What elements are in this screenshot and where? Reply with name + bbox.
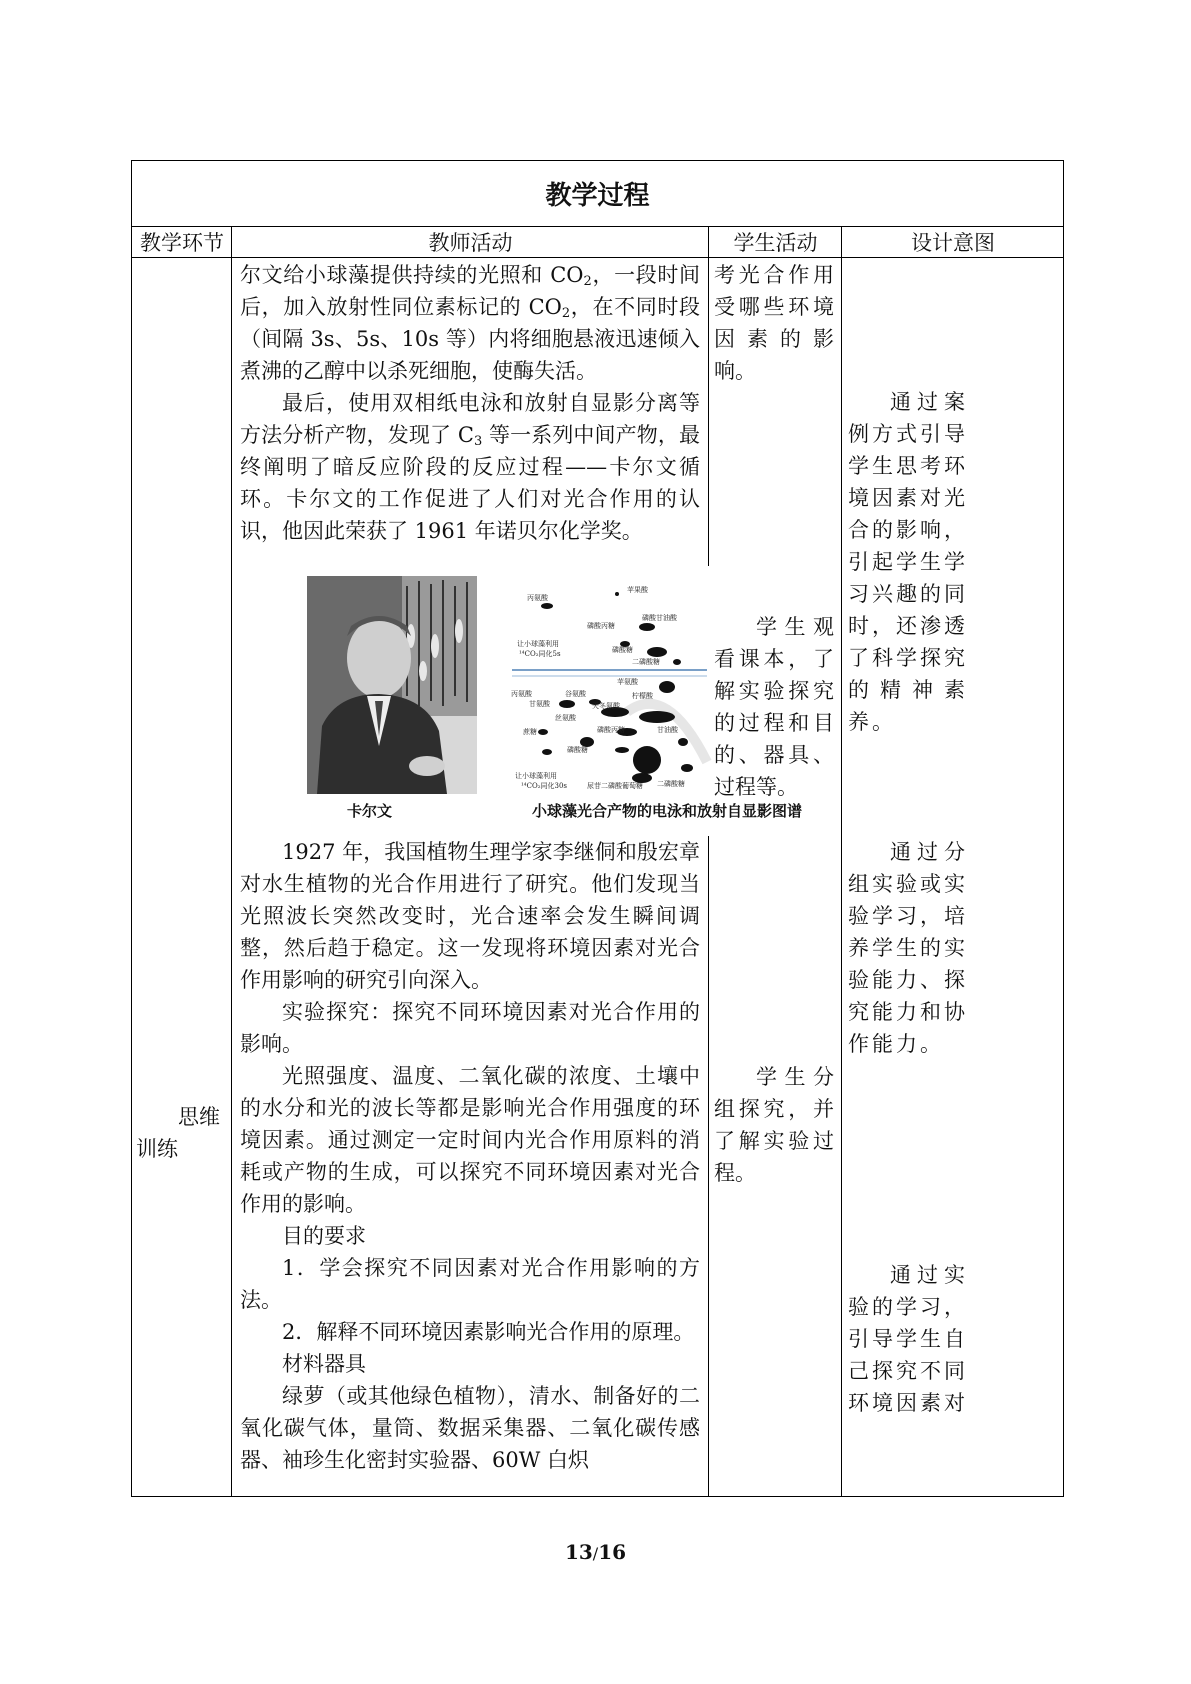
teacher-text: ，在不同时段（间隔 3s、5s、10s 等）内将细胞悬液迅速倾入煮沸的乙醇中以杀死细胞，使酶失活。 [240,295,700,383]
design-intent-1: 通过案例方式引导学生思考环境因素对光合的影响，引起学生学习兴趣的同时，还渗透了科学探究的精神素养。 [848,390,968,734]
figure-caption-spectrum: 小球藻光合产物的电泳和放射自显影图谱 [532,802,803,820]
column-divider [708,226,709,566]
calvin-figure [307,576,803,826]
spectrum-label: 丝氨酸 [555,714,576,722]
spectrum-label: 蔗糖 [523,728,537,736]
spectrum-label: ¹⁴CO₂同化30s [521,782,568,790]
teaching-process-table [131,160,1064,1497]
spectrum-label: 丙氨酸 [527,594,548,602]
spectrum-label: 二磷酸糖 [632,658,660,666]
teacher-paragraph: 绿萝（或其他绿色植物），清水、制备好的二氧化碳气体，量筒、数据采集器、二氧化碳传感器、袖珍生化密封实验器、60W 白炽 [240,1384,700,1472]
table-title: 教学过程 [132,161,1063,227]
header-teacher-activity: 教师活动 [428,230,513,255]
page-number [0,1540,1191,1564]
spectrum-label: 苹氨酸 [617,678,638,686]
header-teaching-stage: 教学环节 [140,230,224,255]
header-design-intent: 设计意图 [911,230,995,255]
teacher-activity-upper [240,259,700,547]
spectrum-label: 让小球藻利用 [515,772,557,780]
spectrum-label: 谷氨酸 [565,690,586,698]
page-current: 13 [564,1540,593,1564]
design-intent-3: 通过实验的学习，引导学生自己探究不同环境因素对 [848,1263,968,1415]
calvin-portrait-image [307,576,477,794]
column-divider [841,226,842,1497]
spectrum-label: 让小球藻利用 [517,640,559,648]
teacher-paragraph: 尔文给小球藻提供持续的光照和 $CO_2$，一段时间后，加入放射性同位素标记的 $CO_2$，在不同时段（间隔 3s、5s、10s 等）内将细胞悬液迅速倾入煮沸的乙醇中以杀死细胞，使酶失活。 [240,263,700,383]
spectrum-label: 磷酸糖 [612,646,633,654]
teacher-text: 最后，使用双相纸电泳和放射自显影分离等方法分析产物，发现了 C [240,391,700,447]
design-intent-2: 通过分组实验或实验学习，培养学生的实验能力、探究能力和协作能力。 [848,840,968,1056]
student-activity-1: 考光合作用受哪些环境因素的影响。 [714,263,834,383]
spectrum-label: 磷酸丙糖 [597,726,625,734]
page-separator: / [592,1544,599,1563]
teacher-paragraph: 1．学会探究不同因素对光合作用影响的方法。 [240,1256,700,1312]
student-activity-2: 学生观看课本，了解实验探究的过程和目的、器具、过程等。 [714,615,834,799]
spectrum-label: 甘氨酸 [529,700,550,708]
teacher-paragraph: 最后，使用双相纸电泳和放射自显影分离等方法分析产物，发现了 $C_3$ 等一系列中间产物，最终阐明了暗反应阶段的反应过程——卡尔文循环。卡尔文的工作促进了人们对光合作用的认识，他因此荣获了 1961 年诺贝尔化学奖。 [240,391,700,543]
teacher-text: 尔文给小球藻提供持续的光照和 CO [240,263,584,287]
table-header-row [132,226,1063,258]
teacher-paragraph: 2．解释不同环境因素影响光合作用的原理。 [282,1320,695,1344]
teacher-paragraph: 实验探究：探究不同环境因素对光合作用的影响。 [240,1000,700,1056]
spectrum-label: 柠檬酸 [632,692,653,700]
header-student-activity: 学生活动 [733,230,818,255]
figure-caption-calvin: 卡尔文 [347,802,393,820]
section-label [136,1101,228,1165]
section-label-line: 思维 [178,1105,220,1129]
teacher-paragraph: 光照强度、温度、二氧化碳的浓度、土壤中的水分和光的波长等都是影响光合作用强度的环境因素。通过测定一定时间内光合作用原料的消耗或产物的生成，可以探究不同环境因素对光合作用的影响。 [240,1064,700,1216]
teacher-paragraph: 材料器具 [282,1352,366,1376]
spectrum-label: 甘油酸 [657,726,678,734]
student-activity-3: 学生分组探究，并了解实验过程。 [714,1065,834,1185]
teacher-text: 等一系列中间产物，最终阐明了暗反应阶段的反应过程——卡尔文循环。卡尔文的工作促进了人们对光合作用的认识，他因此荣获了 1961 年诺贝尔化学奖。 [240,423,700,543]
teacher-paragraph: 1927 年，我国植物生理学家李继侗和殷宏章对水生植物的光合作用进行了研究。他们发现当光照波长突然改变时，光合速率会发生瞬间调整，然后趋于稳定。这一发现将环境因素对光合作用影响的研究引向深入。 [240,840,700,992]
teacher-text: ，一段时间后，加入放射性同位素标记的 CO [240,263,700,319]
spectrum-label: 天冬氨酸 [592,702,620,710]
spectrum-label: 苹果酸 [627,586,648,594]
column-divider [708,836,709,1497]
page-total: 16 [598,1540,627,1564]
section-label-line: 训练 [136,1137,178,1161]
spectrum-label: ¹⁴CO₂同化5s [519,650,561,658]
spectrum-label: 二磷酸糖 [657,780,685,788]
spectrum-label: 尿苷二磷酸葡萄糖 [587,782,643,790]
column-divider [231,226,232,1497]
spectrum-label: 磷酸丙糖 [587,622,615,630]
teacher-activity-lower [240,836,700,1476]
spectrum-label: 磷酸甘油酸 [642,614,677,622]
spectrum-label: 磷酸糖 [567,746,588,754]
teacher-paragraph: 目的要求 [282,1224,366,1248]
spectrum-label: 丙氨酸 [511,690,532,698]
